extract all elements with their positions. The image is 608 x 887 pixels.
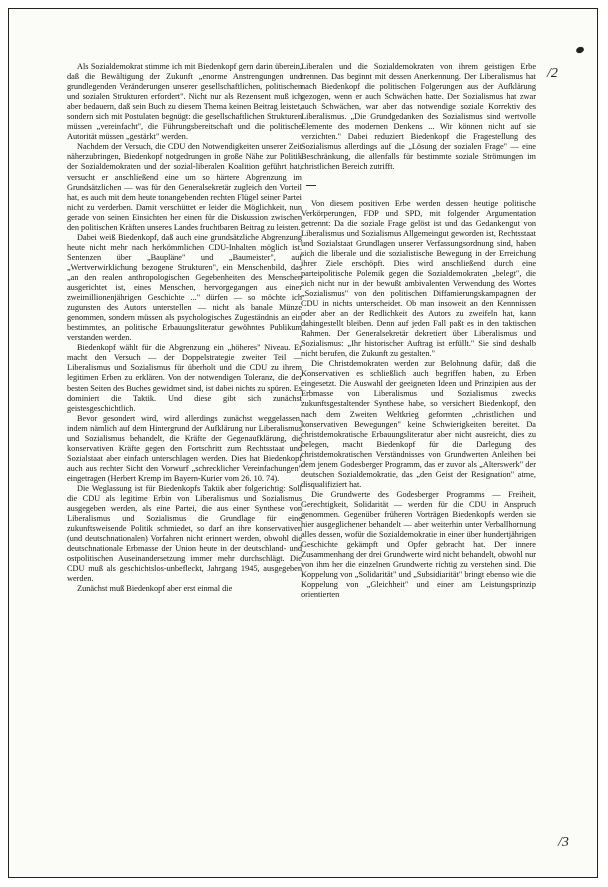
page-number-bottom: /3 — [558, 835, 569, 850]
paragraph: Die Grundwerte des Godesberger Programms — Freiheit, Gerechtigkeit, Solidarität — werden für die CDU in Anspruch genommen. Gegenüber früheren Vorträgen Biedenkopfs werden sie hier ausgeglichener behandelt — aber weiterhin unter Verballhornung alles dessen, wofür die Sozialdemokratie in einer über hundertjährigen Geschichte gekämpft und Opfer gebracht hat. Der innere Zusammenhang der drei Grundwerte wird nicht behandelt, obwohl nur von ihm her die einzelnen Grundwerte richtig zu verstehen sind. Die Koppelung von „Solidarität" und „Subsidiarität" bringt ebenso wie die Koppelung von „Gleichheit" und einer am Leistungsprinzip orientierten — [301, 489, 536, 600]
paragraph: Nachdem der Versuch, die CDU den Notwendigkeiten unserer Zeit näherzubringen, Biedenkopf notgedrungen in große Nähe zur Politik der Sozialdemokraten und der sozial-liberalen Koalition geführt hat, versucht er anschließend eine um so härtere Abgrenzung im Grundsätzlichen — was für den Generalsekretär zugleich den Vorteil hat, es auch mit dem heute tonangebenden rechten Flügel seiner Partei nicht zu verderben. Damit verschüttet er leider die Möglichkeit, nun gerade von seinen Einsichten her einen für die Diskussion zwischen den politischen Kräften unseres Landes fruchtbaren Beitrag zu leisten. — [67, 142, 302, 232]
right-column — [301, 62, 536, 842]
section-separator — [301, 173, 536, 199]
page-number-top: /2 — [547, 66, 558, 81]
paragraph: Bevor gesondert wird, wird allerdings zunächst weggelassen, indem nämlich auf dem Hintergrund der Aufklärung nur Liberalismus und Sozialismus behandelt, die Kräfte der Gegenaufklärung, die konservativen Kräfte gegen den Fortschritt zum Rechtsstaat und Sozialstaat aber einfach unterschlagen werden. Dies hat Biedenkopf auch aus rechter Sicht den Vorwurf „schrecklicher Vereinfachungen" eingetragen (Herbert Kremp im Bayern-Kurier vom 26. 10. 74). — [67, 413, 302, 483]
paragraph: Zunächst muß Biedenkopf aber erst einmal die — [77, 584, 233, 594]
paragraph: Liberalen und die Sozialdemokraten von ihrem geistigen Erbe trennen. Das beginnt mit dessen Anerkennung. Der Liberalismus hat nach Biedenkopf die politischen Folgerungen aus der Aufklärung gezogen, wenn er auch Schwächen hatte. Der Sozialismus hat zwar auch Schwächen, war aber das notwendige soziale Korrektiv des Liberalismus. „Die Grundgedanken des Sozialismus sind wertvolle Elemente des modernen Denkens ... Wir können nicht auf sie verzichten." Dabei reduziert Biedenkopf die Fragestellung des Sozialismus allerdings auf die „Lösung der sozialen Frage" — eine Beschränkung, die allenfalls für bestimmte soziale Strömungen im christlichen Bereich zutrifft. — [301, 62, 536, 172]
paragraph: Von diesem positiven Erbe werden dessen heutige politische Verkörperungen, FDP und SPD, mit folgender Argumentation getrennt: Da die soziale Frage gelöst ist und das Gedankengut von Liberalismus und Sozialismus Allgemeingut geworden ist, Rechtsstaat und Sozialstaat Grundlagen unserer Verfassungsordnung sind, haben sich die liberale und die sozialistische Bewegung in der Erreichung ihrer Ziele erschöpft. Dies wird anschließend durch eine parteipolitische Polemik gegen die Sozialdemokraten „belegt", die sich nicht nur in der bewußt ambivalenten Verwendung des Wortes „Sozialismus" von den politischen Diffamierungskampagnen der CDU in nichts unterscheidet. Ob man insoweit an den Kennnissen oder aber an der Redlichkeit des Autors zu zweifeln hat, kann dahingestellt bleiben. Denn auf jeden Fall paßt es in den taktischen Rahmen. Der Generalsekretär dekretiert über Liberalismus und Sozialismus: „Ihr historischer Auftrag ist erfüllt." Sie sind deshalb nicht berufen, die Zukunft zu gestalten." — [301, 198, 536, 359]
paragraph: Dabei weiß Biedenkopf, daß auch eine grundsätzliche Abgrenzung heute nicht mehr nach herkömmlichen CDU-Inhalten möglich ist. Sentenzen über „Baupläne" und „Baumeister", auf „Wertverwirklichung bezogene Strukturen", ein Menschenbild, das „an den realen anthropologischen Gegebenheiten des Menschen ausgerichtet ist, eines Menschen, hervorgegangen aus einer zweimillionenjährigen Geschichte ..." dürfen — so möchte ich zugunsten des Autors unterstellen — nicht als banale Münze genommen, sondern müssen als psychologisches Zugeständnis an ein bestimmtes, an politische Erbauungsliteratur gewöhntes Publikum verstanden werden. — [67, 232, 302, 343]
corner-mark — [575, 46, 585, 54]
paragraph: Biedenkopf wählt für die Abgrenzung ein „höheres" Niveau. Er macht den Versuch — der Doppelstrategie zweiter Teil — Liberalismus und Sozialismus für überholt und die CDU zu ihrem legitimen Erben zu erklären. Von der notwendigen Toleranz, die der besten Seiten des Buches gewidmet sind, ist dabei nichts zu spüren. Es dominiert die Taktik. Und diese gibt sich zunächst geistesgeschichtlich. — [67, 343, 302, 413]
paragraph: Die Weglassung ist für Biedenkopfs Taktik aber folgerichtig: Soll die CDU als legitime Erbin von Liberalismus und Sozialismus ausgegeben werden, als eine Partei, die aus einer Synthese von Liberalismus und Sozialismus die Grundlage für eine zukunftsweisende Politik schmiedet, so darf an ihre konservativen (und deutschnationalen) Vorfahren nicht erinnert werden, obwohl die deutschnationale Erbmasse der Union heute in der deutschland- und ostpolitischen Auseinandersetzung immer mehr durchschlägt. Die CDU muß als geschichtslos-unbefleckt, Jahrgang 1945, ausgegeben werden. — [67, 483, 302, 584]
paragraph: Als Sozialdemokrat stimme ich mit Biedenkopf gern darin überein, daß die Bewältigung der Zukunft „enorme Anstrengungen und grundlegenden Veränderungen unserer gesellschaftlichen, politischen und sozialen Strukturen erfordert". Nicht nur als Rezensent muß ich aber bedauern, daß sein Buch zu diesem Thema keinen Beitrag leistet, sondern sich mit Postulaten begnügt: die gesellschaftlichen Strukturen müssen „vereinfacht", die Führungsbereitschaft und die politische Autorität müssen „gestärkt" werden. — [67, 62, 302, 142]
left-column — [67, 62, 302, 762]
paragraph: Die Christdemokraten werden zur Belohnung dafür, daß die Konservativen es schließlich auch begriffen haben, zu Erben eingesetzt. Die Auswahl der geeigneten Ideen und Prinzipien aus der Erbmasse von Liberalismus und Sozialismus zwecks zukunftsgestaltender Synthese habe, so versichert Biedenkopf, den nach dem Zweiten Weltkrieg geformten „christlichen und konservativen Bewegungen" keine Schwierigkeiten bereitet. Da christdemokratische Erbauungsliteratur aber nicht ausreicht, dies zu belegen, macht Biedenkopf für die Darlegung des christdemokratischen Verständnisses von Grundwerten Anleihen bei dem jenem Godesberger Programm, das er zuvor als „Alterswerk" der deutschen Sozialdemokratie, das „den Geist der Resignation" atme, disqualifiziert hat. — [301, 359, 536, 489]
